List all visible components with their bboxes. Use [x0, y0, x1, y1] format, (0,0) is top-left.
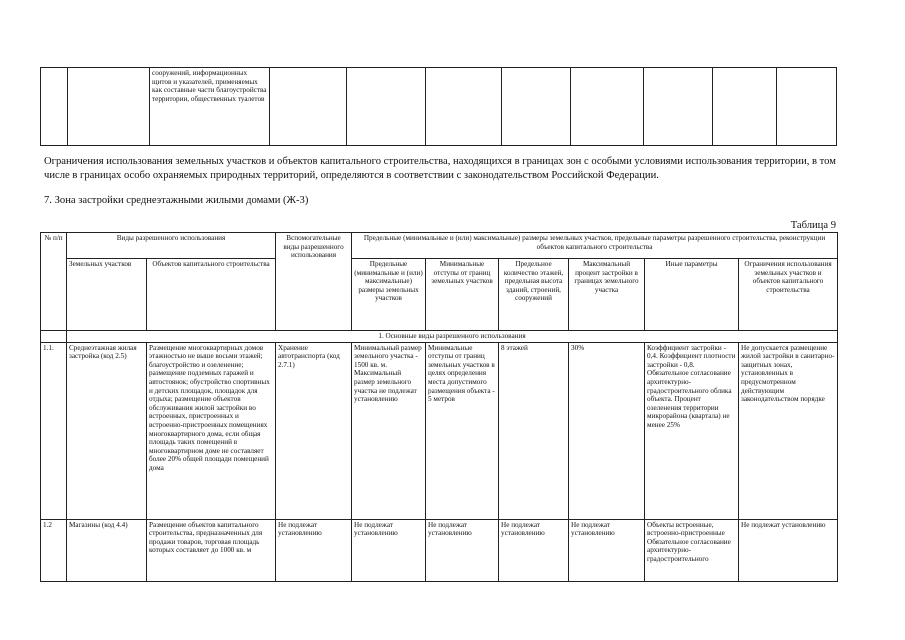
row-aux: Хранение автотранспорта (код 2.7.1) — [276, 342, 352, 519]
top-table-cell-text: сооружений, информационных щитов и указателей, применяемых как составные части благоустройства территории, общественных туалетов — [150, 68, 270, 146]
top-table-cell — [426, 68, 502, 146]
top-table-cell — [777, 68, 837, 146]
row-coverage: 30% — [569, 342, 645, 519]
top-table-cell — [713, 68, 777, 146]
top-table-cell — [502, 68, 571, 146]
row-land: Магазины (код 4.4) — [67, 519, 147, 581]
row-floors: 8 этажей — [499, 342, 569, 519]
row-land: Среднеэтажная жилая застройка (код 2.5) — [67, 342, 147, 519]
header-other: Иные параметры — [645, 259, 739, 331]
table-row — [41, 342, 838, 519]
header-coverage: Максимальный процент застройки в границах земельного участка — [569, 259, 645, 331]
header-restrictions: Ограничения использования земельных участков и объектов капитального строительства — [739, 259, 838, 331]
header-auxiliary: Вспомогательные виды разрешенного использования — [276, 233, 352, 331]
row-aux: Не подлежат установлению — [276, 519, 352, 581]
header-setbacks: Минимальные отступы от границ земельных участков — [426, 259, 499, 331]
top-table-cell — [571, 68, 644, 146]
header-capital-objects: Объектов капитального строительства — [147, 259, 276, 331]
section-title: 1. Основные виды разрешенного использования — [67, 331, 838, 343]
top-table-fragment — [40, 67, 837, 146]
zone-heading: 7. Зона застройки среднеэтажными жилыми домами (Ж-3) — [44, 195, 309, 206]
row-restrictions: Не подлежат установлению — [739, 519, 838, 581]
table-row — [41, 519, 838, 581]
top-table-cell — [68, 68, 150, 146]
row-other: Коэффициент застройки - 0,4. Коэффициент плотности застройки - 0,8. Обязательное согласование архитектурно-градостроительного облика объекта. Процент озеленения территории микрорайона (квартала) не менее 25% — [645, 342, 739, 519]
top-table-cell — [347, 68, 426, 146]
row-objects: Размещение многоквартирных домов этажностью не выше восьми этажей; благоустройство и озеленение; размещение подземных гаражей и автостоянок; обустройство спортивных и детских площадок, площадок для отдыха; размещение объектов обслуживания жилой застройки во встроенных, пристроенных и встроенно-пристроенных помещениях многоквартирного дома, если общая площадь таких помещений в многоквартирном доме не составляет более 20% общей площади помещений дома — [147, 342, 276, 519]
restriction-paragraph: Ограничения использования земельных участков и объектов капитального строительства, находящихся в границах зон с особыми условиями использования территории, в том числе в границах особо охраняемых природных территорий, определяются в соответствии с законодательством Российской Федерации. — [44, 156, 836, 181]
row-objects: Размещение объектов капитального строительства, предназначенных для продажи товаров, торговая площадь которых составляет до 1000 кв. м — [147, 519, 276, 581]
row-setbacks: Не подлежат установлению — [426, 519, 499, 581]
row-num: 1.1. — [41, 342, 67, 519]
header-floors: Предельное количество этажей, предельная высота зданий, строений, сооружений — [499, 259, 569, 331]
header-permitted-uses: Виды разрешенного использования — [67, 233, 276, 259]
row-other: Объекты встроенные, встроенно-пристроенные Обязательное согласование архитектурно-градостроительного — [645, 519, 739, 581]
row-plot-size: Не подлежат установлению — [352, 519, 426, 581]
row-num: 1.2 — [41, 519, 67, 581]
header-land-plots: Земельных участков — [67, 259, 147, 331]
top-table-cell — [41, 68, 68, 146]
top-table-cell — [270, 68, 347, 146]
header-plot-size: Предельные (минимальные и (или) максимальные) размеры земельных участков — [352, 259, 426, 331]
top-table-cell — [644, 68, 713, 146]
row-plot-size: Минимальный размер земельного участка - 1500 кв. м. Максимальный размер земельного участка не подлежат установлению — [352, 342, 426, 519]
section-spacer — [41, 331, 67, 343]
header-num: № п/п — [41, 233, 67, 331]
zoning-table — [40, 232, 838, 582]
header-limits: Предельные (минимальные и (или) максимальные) размеры земельных участков, предельные параметры разрешенного строительства, реконструкции объектов капитального строительства — [352, 233, 838, 259]
row-coverage: Не подлежат установлению — [569, 519, 645, 581]
table-label: Таблица 9 — [790, 220, 836, 231]
row-floors: Не подлежат установлению — [499, 519, 569, 581]
row-setbacks: Минимальные отступы от границ земельных участков в целях определения места допустимого размещения объекта - 5 метров — [426, 342, 499, 519]
row-restrictions: Не допускается размещение жилой застройки в санитарно-защитных зонах, установленных в предусмотренном действующим законодательством порядке — [739, 342, 838, 519]
